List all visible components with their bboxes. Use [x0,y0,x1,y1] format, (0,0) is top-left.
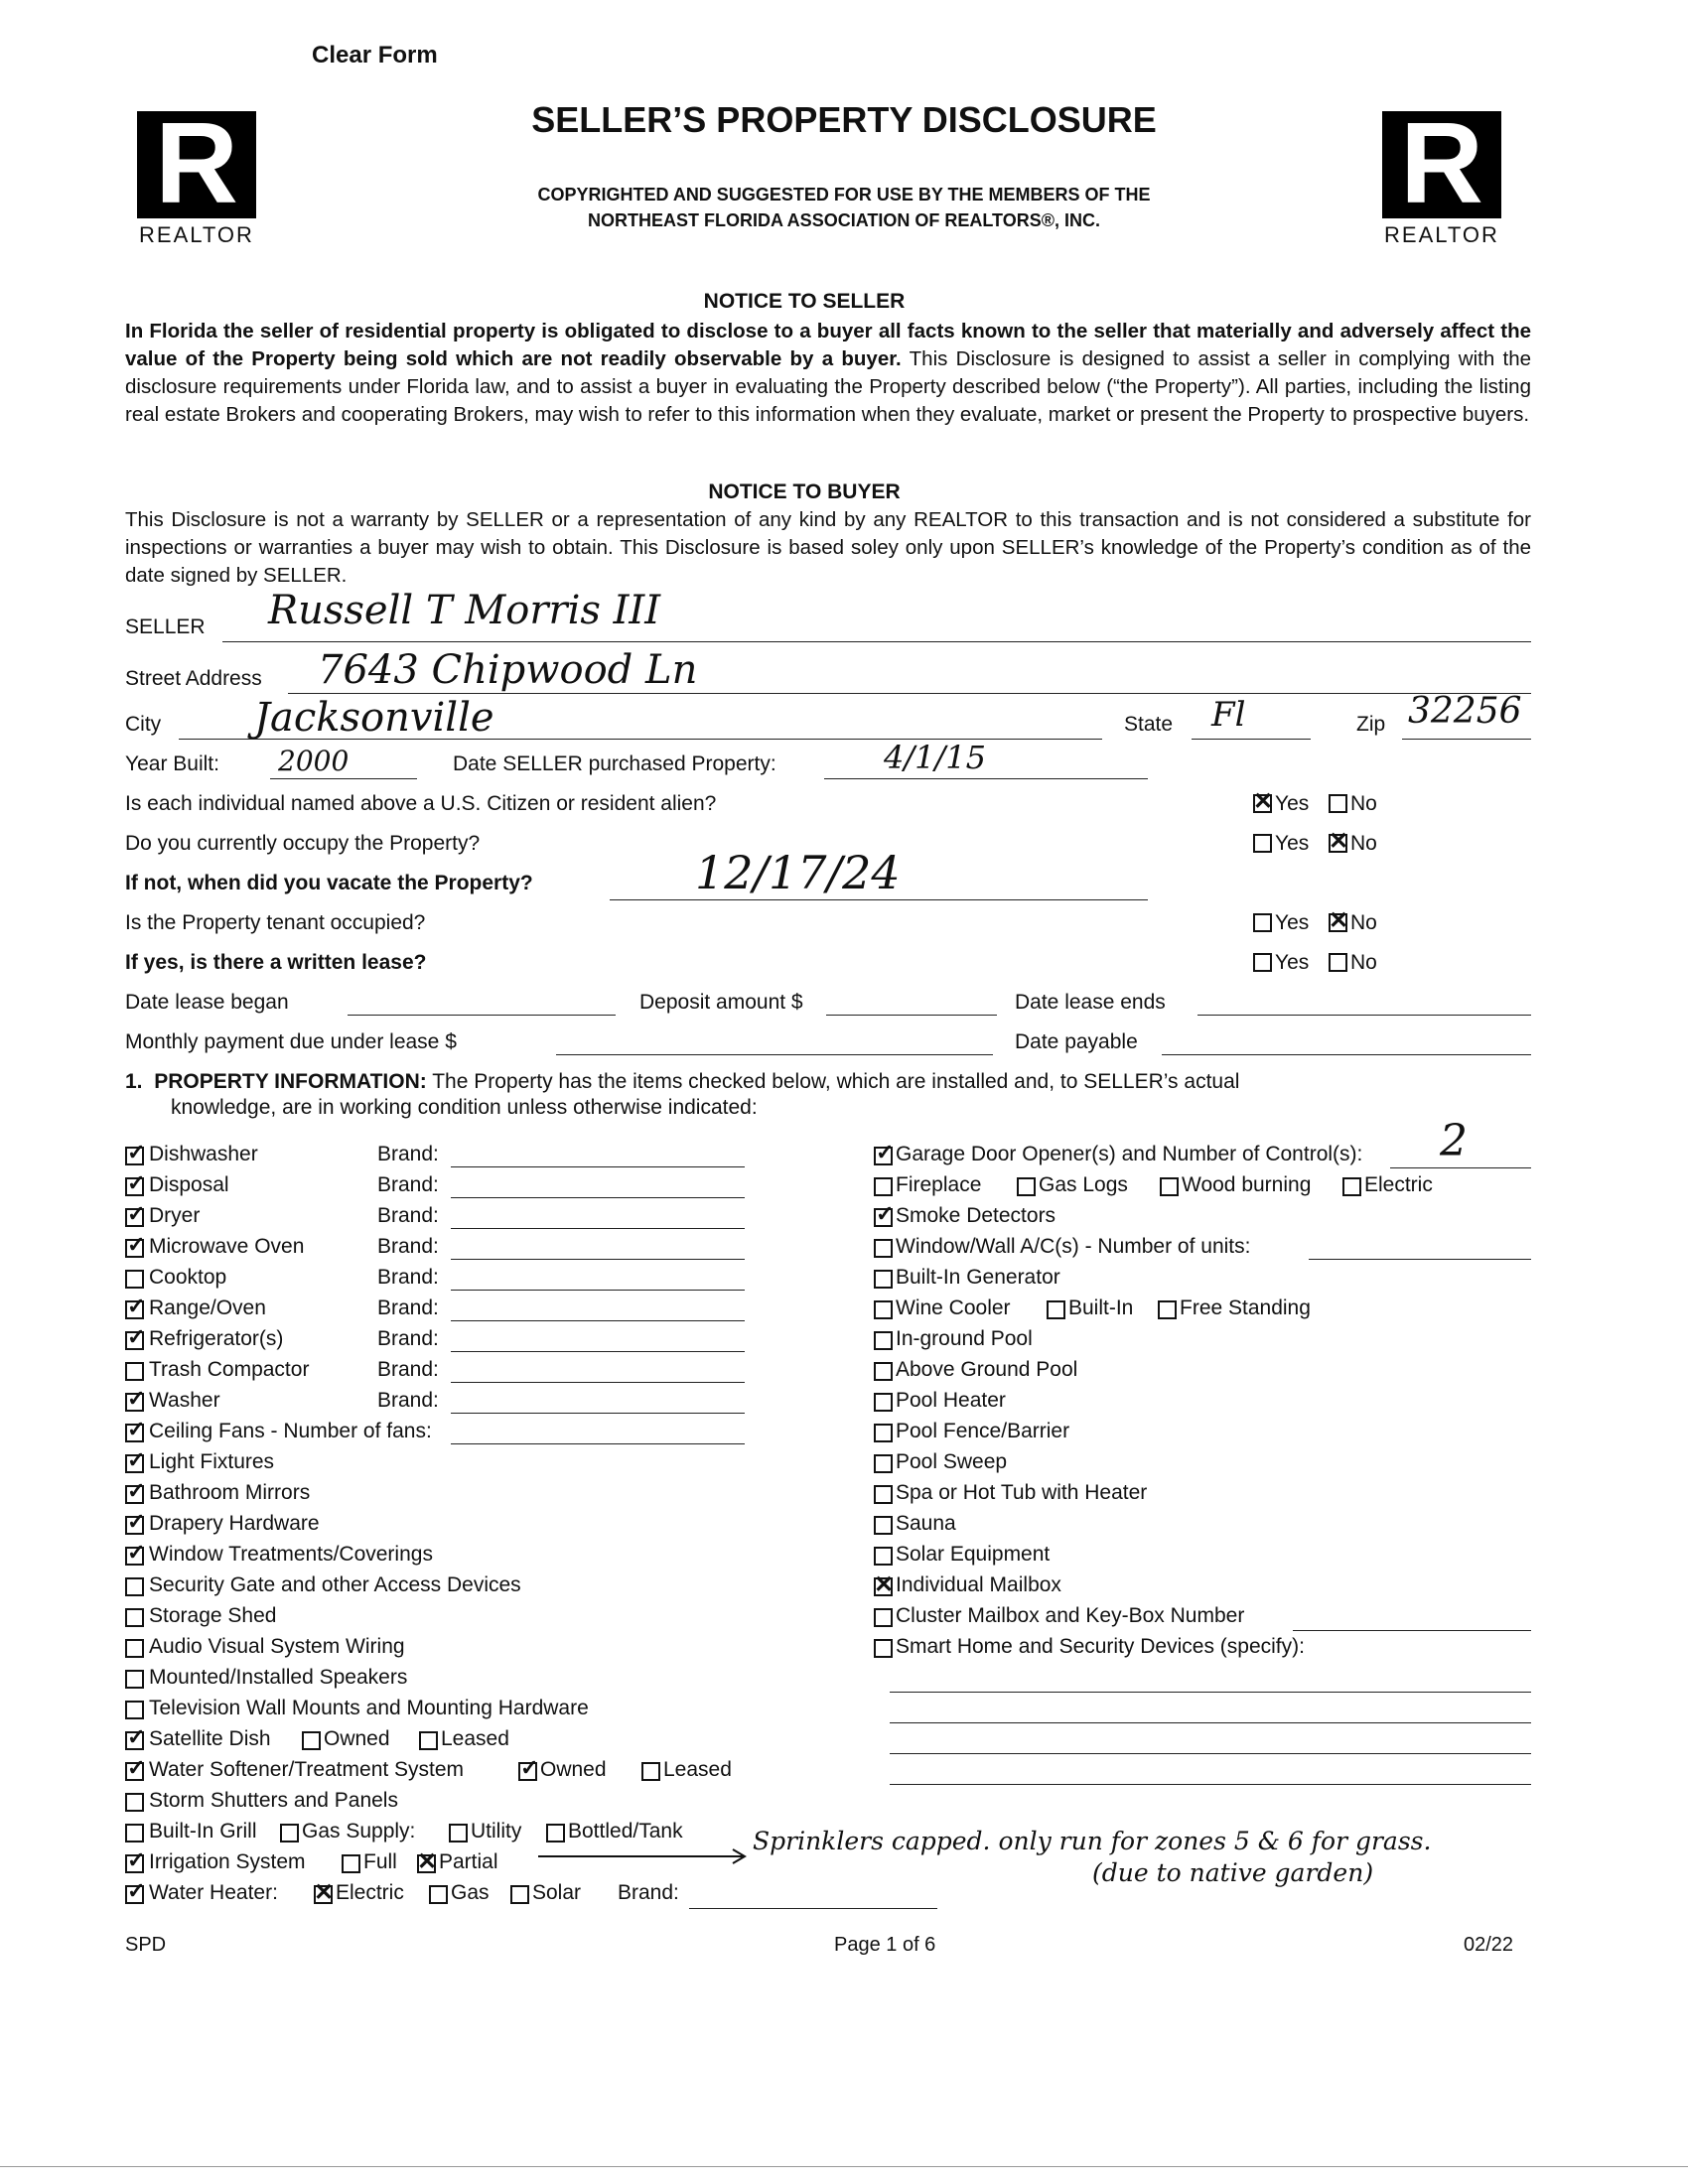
wine-builtin-label: Built-In [1068,1297,1134,1319]
satellite-leased-checkbox[interactable] [419,1731,438,1750]
left-item-label: Trash Compactor [149,1358,310,1381]
individual-mailbox-label: Individual Mailbox [896,1573,1061,1596]
gas-logs-checkbox[interactable] [1017,1177,1036,1196]
street-label: Street Address [125,667,262,690]
year-built-field[interactable]: 2000 [278,745,350,777]
fireplace-electric-checkbox[interactable] [1342,1177,1361,1196]
footer-page-number: Page 1 of 6 [834,1934,936,1956]
irrigation-partial-checkbox[interactable] [417,1854,436,1873]
date-payable-label: Date payable [1015,1030,1138,1053]
fireplace-label: Fireplace [896,1173,982,1196]
satellite-owned-checkbox[interactable] [302,1731,321,1750]
copyright-line-2: NORTHEAST FLORIDA ASSOCIATION OF REALTORS®, INC. [588,210,1100,230]
lease-began-field[interactable] [348,1015,616,1016]
right-item-checkbox[interactable] [874,1362,893,1381]
wine-free-standing-label: Free Standing [1180,1297,1311,1319]
left-item-label: Drapery Hardware [149,1512,320,1535]
notice-buyer-heading: NOTICE TO BUYER [708,480,901,503]
left-item-label: Cooktop [149,1266,227,1289]
occupy-no-label: No [1350,832,1377,855]
left-item-checkbox[interactable] [125,1331,144,1350]
smart-home-label: Smart Home and Security Devices (specify): [896,1635,1305,1658]
left-item-label: Dishwasher [149,1143,258,1165]
tenant-no-checkbox[interactable] [1329,913,1347,932]
left-item-checkbox[interactable] [125,1362,144,1381]
garage-controls-line [1390,1167,1531,1168]
question-citizen: Is each individual named above a U.S. Citizen or resident alien? [125,792,717,815]
realtor-logo-letter: R [155,98,238,227]
lease-no-label: No [1350,951,1377,974]
satellite-leased-label: Leased [441,1727,509,1750]
irrigation-note-line-1: Sprinklers capped. only run for zones 5 & 6 for grass. [753,1827,1432,1855]
right-item-label: In-ground Pool [896,1327,1033,1350]
monthly-payment-label: Monthly payment due under lease $ [125,1030,457,1053]
realtor-logo-letter: R [1400,98,1483,227]
left-item-checkbox[interactable] [125,1547,144,1566]
question-lease: If yes, is there a written lease? [125,951,427,974]
storm-shutters-label: Storm Shutters and Panels [149,1789,398,1812]
left-item-label: Dryer [149,1204,201,1227]
seller-line [222,641,1531,642]
left-item-checkbox[interactable] [125,1393,144,1412]
brand-label: Brand: [377,1389,439,1412]
brand-label: Brand: [377,1327,439,1350]
garage-door-label: Garage Door Opener(s) and Number of Control(s): [896,1143,1363,1165]
gas-logs-label: Gas Logs [1039,1173,1128,1196]
right-item-checkbox[interactable] [874,1331,893,1350]
right-item-checkbox[interactable] [874,1516,893,1535]
occupy-yes-checkbox[interactable] [1253,834,1272,853]
irrigation-label: Irrigation System [149,1850,306,1873]
tenant-no-label: No [1350,911,1377,934]
left-item-checkbox[interactable] [125,1239,144,1258]
realtor-logo-caption: REALTOR [1384,222,1499,247]
brand-label: Brand: [377,1173,439,1196]
cluster-mailbox-label: Cluster Mailbox and Key-Box Number [896,1604,1245,1627]
section-1-number: 1. [125,1070,143,1093]
footer-revision: 02/22 [1464,1934,1514,1956]
zip-line [1402,739,1531,740]
page-title: SELLER’S PROPERTY DISCLOSURE [531,99,1157,140]
citizen-no-label: No [1350,792,1377,815]
right-item-label: Pool Heater [896,1389,1006,1412]
zip-label: Zip [1356,713,1386,736]
purchased-label: Date SELLER purchased Property: [453,752,776,775]
purchased-line [824,778,1148,779]
right-item-label: Solar Equipment [896,1543,1051,1566]
smart-home-line-3[interactable] [890,1753,1531,1754]
softener-owned-label: Owned [540,1758,607,1781]
lease-no-checkbox[interactable] [1329,953,1347,972]
right-item-label: Above Ground Pool [896,1358,1078,1381]
wood-burning-checkbox[interactable] [1160,1177,1179,1196]
city-field[interactable]: Jacksonville [254,695,494,741]
copyright-line-1: COPYRIGHTED AND SUGGESTED FOR USE BY THE MEMBERS OF THE [537,185,1151,205]
right-item-label: Pool Sweep [896,1450,1008,1473]
citizen-no-checkbox[interactable] [1329,794,1347,813]
left-item-checkbox[interactable] [125,1701,144,1719]
right-item-label: Spa or Hot Tub with Heater [896,1481,1148,1504]
left-item-checkbox[interactable] [125,1147,144,1165]
arrow-icon [534,1844,753,1868]
generator-checkbox[interactable] [874,1270,893,1289]
garage-door-checkbox[interactable] [874,1147,893,1165]
left-item-checkbox[interactable] [125,1485,144,1504]
left-item-checkbox[interactable] [125,1177,144,1196]
left-item-checkbox[interactable] [125,1516,144,1535]
occupy-yes-label: Yes [1275,832,1310,855]
clear-form-button[interactable]: Clear Form [312,42,438,68]
smart-home-line-2[interactable] [890,1722,1531,1723]
brand-field[interactable] [451,1351,745,1352]
cluster-mailbox-checkbox[interactable] [874,1608,893,1627]
zip-field[interactable]: 32256 [1408,691,1522,732]
brand-label: Brand: [377,1235,439,1258]
window-ac-field[interactable] [1309,1259,1531,1260]
right-item-checkbox[interactable] [874,1485,893,1504]
seller-field[interactable]: Russell T Morris III [268,588,661,633]
smart-home-checkbox[interactable] [874,1639,893,1658]
tenant-yes-checkbox[interactable] [1253,913,1272,932]
brand-field[interactable] [451,1228,745,1229]
grill-gas-label: Gas Supply: [302,1820,416,1843]
softener-leased-label: Leased [663,1758,732,1781]
vacate-date-field[interactable]: 12/17/24 [695,846,901,899]
question-occupy: Do you currently occupy the Property? [125,832,481,855]
city-label: City [125,713,162,736]
left-item-checkbox[interactable] [125,1270,144,1289]
notice-seller-heading: NOTICE TO SELLER [703,290,906,313]
satellite-dish-label: Satellite Dish [149,1727,271,1750]
smart-home-line-4[interactable] [890,1784,1531,1785]
grill-utility-checkbox[interactable] [449,1824,468,1843]
citizen-yes-checkbox[interactable] [1253,794,1272,813]
garage-controls-field[interactable]: 2 [1440,1116,1468,1166]
left-item-label: Light Fixtures [149,1450,275,1473]
wine-cooler-checkbox[interactable] [874,1300,893,1319]
grill-gas-checkbox[interactable] [280,1824,299,1843]
left-item-label: Audio Visual System Wiring [149,1635,405,1658]
wood-burning-label: Wood burning [1182,1173,1312,1196]
right-item-label: Sauna [896,1512,956,1535]
notice-seller-body: This Disclosure is designed to assist a seller in complying with the disclosure requirements under Florida law, and to assist a buyer in evaluating the Property described below (“the Property”). All parties, including the listing real estate Brokers and cooperating Brokers, may wish to refer to this information when they evaluate, market or present the Property to prospective buyers. [125,347,1531,426]
notice-seller-text [125,318,1531,429]
right-item-label: Pool Fence/Barrier [896,1420,1070,1442]
irrigation-note-line-2: (due to native garden) [1092,1858,1374,1887]
street-line [288,693,1531,694]
left-item-checkbox[interactable] [125,1639,144,1658]
softener-leased-checkbox[interactable] [641,1762,660,1781]
right-item-checkbox[interactable] [874,1454,893,1473]
left-item-label: Bathroom Mirrors [149,1481,311,1504]
left-item-label: Washer [149,1389,220,1412]
brand-label: Brand: [377,1143,439,1165]
left-item-label: Range/Oven [149,1297,266,1319]
lease-ends-field[interactable] [1197,1015,1531,1016]
deposit-field[interactable] [826,1015,997,1016]
notice-buyer-text: This Disclosure is not a warranty by SELLER or a representation of any kind by any REALTOR to this transaction and is not considered a substitute for inspections or warranties a buyer may wish to obtain. This Disclosure is based soley only upon SELLER’s knowledge of the Property’s condition as of the date signed by SELLER. [125,508,1531,587]
brand-field[interactable] [451,1259,745,1260]
deposit-label: Deposit amount $ [639,991,803,1014]
left-item-checkbox[interactable] [125,1208,144,1227]
satellite-dish-checkbox[interactable] [125,1731,144,1750]
fireplace-checkbox[interactable] [874,1177,893,1196]
left-item-label: Storage Shed [149,1604,277,1627]
satellite-owned-label: Owned [324,1727,390,1750]
heater-solar-label: Solar [532,1881,582,1904]
lease-ends-label: Date lease ends [1015,991,1166,1014]
wine-cooler-label: Wine Cooler [896,1297,1011,1319]
left-item-checkbox[interactable] [125,1454,144,1473]
storm-shutters-checkbox[interactable] [125,1793,144,1812]
brand-field[interactable] [451,1320,745,1321]
left-item-checkbox[interactable] [125,1424,144,1442]
section-1-text-2: knowledge, are in working condition unless otherwise indicated: [171,1096,758,1119]
smoke-detectors-checkbox[interactable] [874,1208,893,1227]
brand-field[interactable] [451,1413,745,1414]
tenant-yes-label: Yes [1275,911,1310,934]
year-built-label: Year Built: [125,752,219,775]
lease-yes-label: Yes [1275,951,1310,974]
left-item-label: Microwave Oven [149,1235,305,1258]
footer-form-code: SPD [125,1934,167,1956]
individual-mailbox-checkbox[interactable] [874,1577,893,1596]
grill-bottled-checkbox[interactable] [546,1824,565,1843]
section-1-title: PROPERTY INFORMATION: [154,1070,427,1093]
heater-brand-label: Brand: [618,1881,679,1904]
irrigation-full-checkbox[interactable] [342,1854,360,1873]
brand-label: Brand: [377,1204,439,1227]
section-1-header [125,1070,1239,1094]
irrigation-partial-label: Partial [439,1850,498,1873]
purchased-field[interactable]: 4/1/15 [884,739,986,776]
window-ac-label: Window/Wall A/C(s) - Number of units: [896,1235,1251,1258]
date-payable-field[interactable] [1162,1054,1531,1055]
water-softener-checkbox[interactable] [125,1762,144,1781]
scan-edge-line [0,2166,1688,2167]
irrigation-full-label: Full [363,1850,397,1873]
right-item-checkbox[interactable] [874,1393,893,1412]
brand-field[interactable] [451,1382,745,1383]
left-item-label: Security Gate and other Access Devices [149,1573,521,1596]
left-item-label: Television Wall Mounts and Mounting Hardware [149,1697,589,1719]
brand-label: Brand: [377,1266,439,1289]
monthly-payment-field[interactable] [556,1054,993,1055]
wine-free-standing-checkbox[interactable] [1158,1300,1177,1319]
brand-field[interactable] [451,1166,745,1167]
built-in-grill-label: Built-In Grill [149,1820,257,1843]
state-label: State [1124,713,1174,736]
brand-label: Brand: [377,1358,439,1381]
seller-label: SELLER [125,615,206,638]
smart-home-line-1[interactable] [890,1692,1531,1693]
cluster-mailbox-field[interactable] [1293,1630,1531,1631]
left-item-checkbox[interactable] [125,1577,144,1596]
vacate-line [610,899,1148,900]
citizen-yes-label: Yes [1275,792,1310,815]
question-vacate: If not, when did you vacate the Property? [125,872,533,894]
softener-owned-checkbox[interactable] [518,1762,537,1781]
water-softener-label: Water Softener/Treatment System [149,1758,465,1781]
smoke-detectors-label: Smoke Detectors [896,1204,1056,1227]
left-item-label: Disposal [149,1173,229,1196]
left-item-label: Refrigerator(s) [149,1327,284,1350]
realtor-logo-caption: REALTOR [139,222,254,247]
left-item-label: Mounted/Installed Speakers [149,1666,408,1689]
right-item-checkbox[interactable] [874,1547,893,1566]
question-tenant: Is the Property tenant occupied? [125,911,426,934]
heater-brand-field[interactable] [689,1908,937,1909]
heater-gas-label: Gas [451,1881,490,1904]
built-in-grill-checkbox[interactable] [125,1824,144,1843]
left-item-checkbox[interactable] [125,1300,144,1319]
left-item-checkbox[interactable] [125,1670,144,1689]
wine-builtin-checkbox[interactable] [1047,1300,1065,1319]
heater-electric-checkbox[interactable] [314,1885,333,1904]
section-1-text: The Property has the items checked below, which are installed and, to SELLER’s actual [426,1070,1240,1093]
left-item-checkbox[interactable] [125,1608,144,1627]
left-item-label: Ceiling Fans - Number of fans: [149,1420,432,1442]
left-item-label: Window Treatments/Coverings [149,1543,433,1566]
fireplace-electric-label: Electric [1364,1173,1433,1196]
brand-field[interactable] [451,1290,745,1291]
right-item-checkbox[interactable] [874,1424,893,1442]
irrigation-checkbox[interactable] [125,1854,144,1873]
year-built-line [270,778,417,779]
water-heater-checkbox[interactable] [125,1885,144,1904]
lease-yes-checkbox[interactable] [1253,953,1272,972]
heater-electric-label: Electric [336,1881,404,1904]
state-line [1192,739,1311,740]
brand-label: Brand: [377,1297,439,1319]
brand-field[interactable] [451,1197,745,1198]
lease-began-label: Date lease began [125,991,289,1014]
occupy-no-checkbox[interactable] [1329,834,1347,853]
notice-seller-bold: In Florida the seller of residential property is obligated to disclose to a buyer all facts known to the seller that materially and adversely affect the value of the Property being sold which are not readily observable by a buyer. [125,320,1531,370]
brand-field[interactable] [451,1443,745,1444]
grill-utility-label: Utility [471,1820,522,1843]
grill-bottled-label: Bottled/Tank [568,1820,683,1843]
generator-label: Built-In Generator [896,1266,1060,1289]
street-field[interactable]: 7643 Chipwood Ln [318,647,698,693]
heater-solar-checkbox[interactable] [510,1885,529,1904]
state-field[interactable]: Fl [1211,695,1246,735]
window-ac-checkbox[interactable] [874,1239,893,1258]
heater-gas-checkbox[interactable] [429,1885,448,1904]
water-heater-label: Water Heater: [149,1881,278,1904]
